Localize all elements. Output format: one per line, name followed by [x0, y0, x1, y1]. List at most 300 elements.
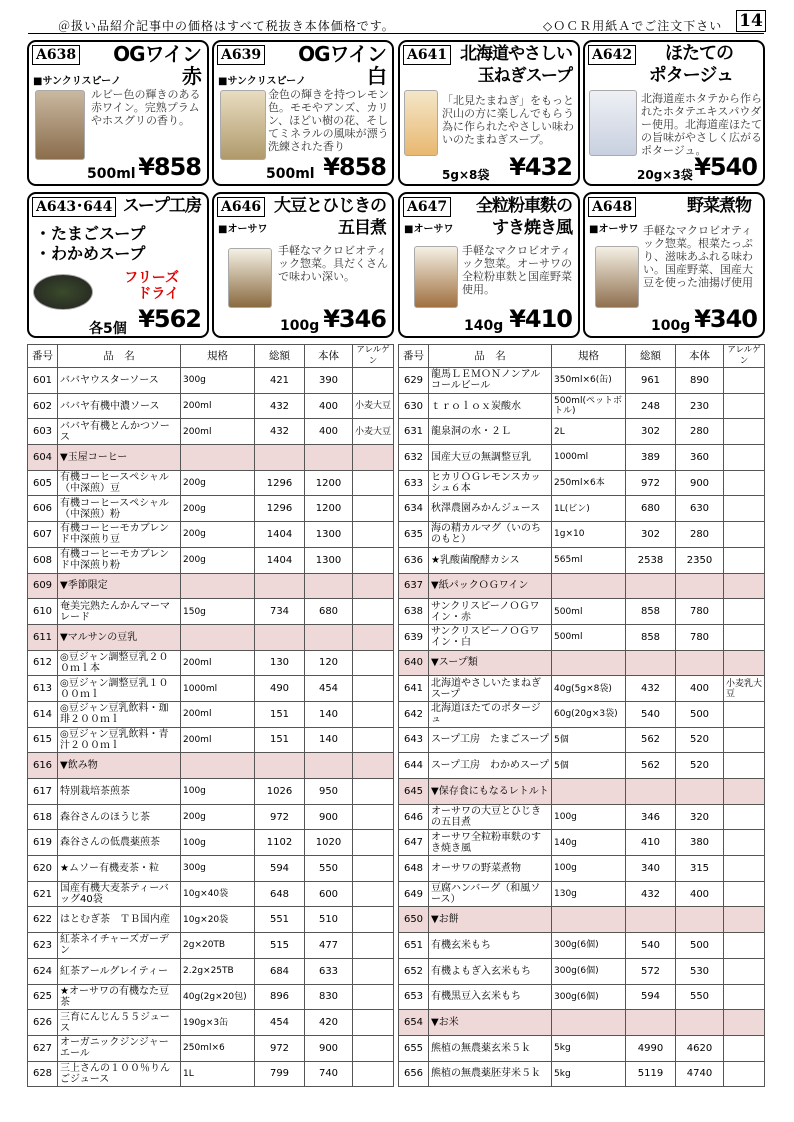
- cell-total: 4990: [626, 1035, 676, 1061]
- cell-spec: 130g: [552, 881, 626, 907]
- table-row: [28, 907, 394, 933]
- table-row: [28, 958, 394, 984]
- col-spec: 規格: [552, 345, 626, 368]
- cell-name: オーサワの野菜煮物: [429, 856, 552, 882]
- cell-no: 612: [28, 650, 58, 676]
- cell-allergen: [353, 599, 394, 625]
- cell-base: 477: [305, 933, 353, 959]
- cell-spec: 60g(20g×3袋): [552, 701, 626, 727]
- cell-total: 594: [255, 856, 305, 882]
- cell-no: 645: [399, 779, 429, 805]
- cell-total: [626, 1010, 676, 1036]
- product-code: A638: [32, 45, 80, 65]
- product-card-a641[interactable]: [398, 40, 580, 186]
- cell-spec: 10g×40袋: [181, 881, 255, 907]
- cell-allergen: [353, 445, 394, 471]
- cell-total: 151: [255, 701, 305, 727]
- cell-name: ◎豆ジャン調整豆乳１０００ｍｌ: [58, 676, 181, 702]
- cell-base: 1200: [305, 496, 353, 522]
- cell-spec: 190g×3缶: [181, 1010, 255, 1036]
- product-card-a642[interactable]: [583, 40, 765, 186]
- cell-spec: 1L(ビン): [552, 496, 626, 522]
- cell-spec: 40g(2g×20包): [181, 984, 255, 1010]
- cell-spec: 200g: [181, 547, 255, 573]
- cell-name: 有機コーヒースペシャル（中深煎）豆: [58, 470, 181, 496]
- cell-base: 390: [305, 368, 353, 394]
- cell-total: [255, 445, 305, 471]
- section-row: [399, 779, 765, 805]
- cell-spec: 1000ml: [181, 676, 255, 702]
- cell-no: 654: [399, 1010, 429, 1036]
- cell-allergen: [724, 881, 765, 907]
- cell-base: 140: [305, 701, 353, 727]
- table-row: [399, 830, 765, 856]
- cell-base: 830: [305, 984, 353, 1010]
- table-row: [399, 419, 765, 445]
- cell-total: 1404: [255, 547, 305, 573]
- product-brand: ■サンクリスピーノ: [33, 76, 121, 87]
- cell-total: 594: [626, 984, 676, 1010]
- cell-allergen: [353, 856, 394, 882]
- cell-name: ヒカリＯＧレモンスカッシュ６本: [429, 470, 552, 496]
- cell-total: 562: [626, 753, 676, 779]
- section-row: [28, 445, 394, 471]
- cell-spec: 565ml: [552, 547, 626, 573]
- cell-name: 秋澤農園みかんジュース: [429, 496, 552, 522]
- cell-allergen: [353, 573, 394, 599]
- cell-name: 有機玄米もち: [429, 933, 552, 959]
- cell-no: 621: [28, 881, 58, 907]
- col-base: 本体: [676, 345, 724, 368]
- cell-allergen: 小麦大豆: [353, 419, 394, 445]
- cell-allergen: [353, 522, 394, 548]
- cell-spec: 200g: [181, 470, 255, 496]
- cell-spec: 100g: [552, 804, 626, 830]
- table-row: [28, 727, 394, 753]
- table-row: [28, 779, 394, 805]
- cell-allergen: [353, 701, 394, 727]
- cell-allergen: [353, 907, 394, 933]
- cell-spec: 100g: [552, 856, 626, 882]
- cell-name: 有機黒豆入玄米もち: [429, 984, 552, 1010]
- cell-base: 890: [676, 368, 724, 394]
- table-row: [28, 470, 394, 496]
- cell-spec: [552, 1010, 626, 1036]
- product-price: ¥346: [323, 305, 386, 333]
- cell-total: 540: [626, 933, 676, 959]
- cell-total: 858: [626, 624, 676, 650]
- cell-name: ▼紙パックＯＧワイン: [429, 573, 552, 599]
- cell-spec: 100g: [181, 830, 255, 856]
- cell-total: [255, 624, 305, 650]
- product-description: 手軽なマクロビオティック惣菜。根菜たっぷり、滋味あふれる味わい。国産野菜、国産大豆を使った油揚げ使用: [643, 224, 753, 289]
- cell-allergen: [724, 804, 765, 830]
- col-allergen: アレルゲン: [724, 345, 765, 368]
- cell-total: 734: [255, 599, 305, 625]
- cell-base: 740: [305, 1061, 353, 1087]
- table-row: [28, 1061, 394, 1087]
- cell-no: 631: [399, 419, 429, 445]
- cell-name: 三育にんじん５５ジュース: [58, 1010, 181, 1036]
- table-row: [399, 933, 765, 959]
- cell-base: 360: [676, 445, 724, 471]
- cell-name: 有機コーヒースペシャル（中深煎）粉: [58, 496, 181, 522]
- table-row: [399, 470, 765, 496]
- product-table-left: [27, 344, 394, 1087]
- cell-no: 635: [399, 522, 429, 548]
- product-card-a638[interactable]: [27, 40, 209, 186]
- cell-spec: [552, 907, 626, 933]
- product-title: 北海道やさしい 玉ねぎスープ: [460, 44, 572, 86]
- cell-no: 650: [399, 907, 429, 933]
- table-row: [399, 984, 765, 1010]
- cell-allergen: 小麦乳大豆: [724, 676, 765, 702]
- cell-total: 972: [255, 1035, 305, 1061]
- cell-base: 380: [676, 830, 724, 856]
- cell-no: 618: [28, 804, 58, 830]
- cell-allergen: [724, 573, 765, 599]
- cell-base: 500: [676, 701, 724, 727]
- section-row: [399, 907, 765, 933]
- product-title: OGワイン 赤: [113, 42, 201, 88]
- table-row: [399, 496, 765, 522]
- cell-name: ▼スープ類: [429, 650, 552, 676]
- cell-name: オーガニックジンジャーエール: [58, 1035, 181, 1061]
- cell-name: サンクリスピーノＯＧワイン・赤: [429, 599, 552, 625]
- product-price: ¥540: [694, 153, 757, 181]
- cell-base: 320: [676, 804, 724, 830]
- cell-no: 601: [28, 368, 58, 394]
- cell-no: 647: [399, 830, 429, 856]
- cell-no: 655: [399, 1035, 429, 1061]
- cell-allergen: [724, 445, 765, 471]
- cell-name: 奄美完熟たんかんマーマレード: [58, 599, 181, 625]
- table-row: [28, 984, 394, 1010]
- cell-spec: 2.2g×25TB: [181, 958, 255, 984]
- section-row: [28, 624, 394, 650]
- cell-name: 紅茶ネイチャーズガーデン: [58, 933, 181, 959]
- cell-allergen: [353, 624, 394, 650]
- product-code: A648: [588, 197, 636, 217]
- table-row: [399, 368, 765, 394]
- cell-name: 森谷さんの低農薬煎茶: [58, 830, 181, 856]
- soup-bowl-image: [33, 274, 93, 310]
- cell-allergen: [724, 984, 765, 1010]
- cell-allergen: [724, 650, 765, 676]
- table-row: [28, 599, 394, 625]
- product-brand: ■オーサワ: [404, 224, 454, 235]
- cell-base: 280: [676, 522, 724, 548]
- cell-spec: [181, 573, 255, 599]
- cell-no: 649: [399, 881, 429, 907]
- section-row: [28, 573, 394, 599]
- cell-name: 有機よもぎ入玄米もち: [429, 958, 552, 984]
- cell-base: 530: [676, 958, 724, 984]
- table-row: [28, 1035, 394, 1061]
- table-row: [399, 676, 765, 702]
- order-notice: ◇ＯＣＲ用紙Ａでご注文下さい: [543, 19, 723, 33]
- table-row: [28, 830, 394, 856]
- col-no: 番号: [28, 345, 58, 368]
- cell-allergen: [353, 830, 394, 856]
- cell-total: 302: [626, 522, 676, 548]
- wine-white-package-image: [220, 90, 266, 160]
- cell-name: 紅茶アールグレイティー: [58, 958, 181, 984]
- product-price: ¥340: [694, 305, 757, 333]
- product-quantity: 20g×3袋: [637, 168, 693, 182]
- table-row: [399, 599, 765, 625]
- cell-total: 432: [626, 676, 676, 702]
- wine-red-package-image: [35, 90, 85, 160]
- cell-name: ババヤウスターソース: [58, 368, 181, 394]
- product-card-a646[interactable]: [212, 192, 394, 338]
- cell-spec: 10g×20袋: [181, 907, 255, 933]
- cell-name: 有機コーヒーモカブレンド中深煎り豆: [58, 522, 181, 548]
- cell-name: 特別栽培茶煎茶: [58, 779, 181, 805]
- cell-no: 653: [399, 984, 429, 1010]
- cell-total: 551: [255, 907, 305, 933]
- product-title: ほたての ポタージュ: [648, 43, 733, 86]
- table-row: [28, 1010, 394, 1036]
- cell-name: ▼マルサンの豆乳: [58, 624, 181, 650]
- product-card-a643-644[interactable]: [27, 192, 209, 338]
- cell-spec: 250ml×6: [181, 1035, 255, 1061]
- cell-name: ババヤ有機中濃ソース: [58, 393, 181, 419]
- cell-no: 615: [28, 727, 58, 753]
- cell-spec: 200ml: [181, 701, 255, 727]
- product-price: ¥858: [138, 153, 201, 181]
- cell-base: [676, 779, 724, 805]
- cell-spec: 5kg: [552, 1061, 626, 1087]
- cell-no: 626: [28, 1010, 58, 1036]
- table-row: [28, 496, 394, 522]
- product-title: スープ工房: [122, 196, 201, 216]
- cell-no: 630: [399, 393, 429, 419]
- table-row: [28, 933, 394, 959]
- product-card-a639[interactable]: [212, 40, 394, 186]
- cell-allergen: [353, 1010, 394, 1036]
- cell-no: 620: [28, 856, 58, 882]
- cell-spec: 350ml×6(缶): [552, 368, 626, 394]
- cell-spec: [552, 650, 626, 676]
- cell-allergen: [353, 650, 394, 676]
- cell-spec: 140g: [552, 830, 626, 856]
- product-card-a647[interactable]: [398, 192, 580, 338]
- cell-spec: [181, 624, 255, 650]
- cell-allergen: [724, 1061, 765, 1087]
- cell-base: 400: [676, 676, 724, 702]
- cell-allergen: [724, 779, 765, 805]
- cell-spec: 200ml: [181, 650, 255, 676]
- product-quantity: 各5個: [89, 321, 127, 337]
- product-quantity: 5g×8袋: [442, 168, 490, 182]
- table-row: [28, 368, 394, 394]
- cell-allergen: [724, 547, 765, 573]
- cell-no: 640: [399, 650, 429, 676]
- cell-no: 603: [28, 419, 58, 445]
- product-price: ¥562: [138, 305, 201, 333]
- product-card-a648[interactable]: [583, 192, 765, 338]
- cell-no: 646: [399, 804, 429, 830]
- product-quantity: 140g: [464, 318, 504, 334]
- cell-no: 632: [399, 445, 429, 471]
- col-allergen: アレルゲン: [353, 345, 394, 368]
- cell-allergen: [353, 933, 394, 959]
- cell-total: 515: [255, 933, 305, 959]
- cell-spec: [181, 445, 255, 471]
- cell-allergen: [724, 1035, 765, 1061]
- cell-total: 972: [255, 804, 305, 830]
- cell-no: 642: [399, 701, 429, 727]
- cell-name: 豆腐ハンバーグ（和風ソース）: [429, 881, 552, 907]
- cell-spec: 150g: [181, 599, 255, 625]
- cell-total: 562: [626, 727, 676, 753]
- cell-no: 643: [399, 727, 429, 753]
- cell-spec: 500ml(ペットボトル): [552, 393, 626, 419]
- cell-base: [676, 907, 724, 933]
- product-code: A646: [217, 197, 265, 217]
- cell-spec: 200g: [181, 496, 255, 522]
- cell-name: ▼お米: [429, 1010, 552, 1036]
- cell-total: 540: [626, 701, 676, 727]
- cell-no: 607: [28, 522, 58, 548]
- cell-base: 633: [305, 958, 353, 984]
- cell-base: 315: [676, 856, 724, 882]
- cell-allergen: [353, 676, 394, 702]
- table-row: [28, 522, 394, 548]
- cell-spec: 500ml: [552, 624, 626, 650]
- table-header-row: [399, 345, 765, 368]
- cell-name: 三上さんの１００％りんごジュース: [58, 1061, 181, 1087]
- section-row: [28, 753, 394, 779]
- cell-name: ★オーサワの有機なた豆茶: [58, 984, 181, 1010]
- cell-spec: 2L: [552, 419, 626, 445]
- cell-allergen: [724, 393, 765, 419]
- page-header: [28, 11, 764, 34]
- price-notice: ＠扱い品紹介記事中の価格はすべて税抜き本体価格です。: [58, 19, 395, 33]
- col-spec: 規格: [181, 345, 255, 368]
- cell-allergen: [724, 753, 765, 779]
- product-code: A642: [588, 45, 636, 65]
- cell-name: ◎豆ジャン豆乳飲料・青汁２００ｍｌ: [58, 727, 181, 753]
- cell-base: 630: [676, 496, 724, 522]
- cell-total: 961: [626, 368, 676, 394]
- cell-no: 611: [28, 624, 58, 650]
- product-description: 手軽なマクロビオティック惣菜。具だくさんで味わい深い。: [278, 244, 388, 283]
- cell-name: はとむぎ茶 ＴＢ国内産: [58, 907, 181, 933]
- cell-spec: 2g×20TB: [181, 933, 255, 959]
- cell-base: 900: [305, 804, 353, 830]
- cell-name: ★ムソー有機麦茶・粒: [58, 856, 181, 882]
- table-row: [399, 445, 765, 471]
- cell-allergen: [724, 856, 765, 882]
- cell-base: 900: [676, 470, 724, 496]
- cell-total: 432: [626, 881, 676, 907]
- cell-total: 248: [626, 393, 676, 419]
- cell-no: 656: [399, 1061, 429, 1087]
- cell-total: 1026: [255, 779, 305, 805]
- cell-no: 609: [28, 573, 58, 599]
- product-code: A641: [403, 45, 451, 65]
- cell-no: 619: [28, 830, 58, 856]
- cell-base: 550: [676, 984, 724, 1010]
- product-code: A639: [217, 45, 265, 65]
- cell-name: ▼保存食にもなるレトルト: [429, 779, 552, 805]
- product-brand: ■サンクリスピーノ: [218, 76, 306, 87]
- cell-spec: 200g: [181, 804, 255, 830]
- cell-name: 熊植の無農薬胚芽米５ｋ: [429, 1061, 552, 1087]
- cell-total: 302: [626, 419, 676, 445]
- cell-total: 648: [255, 881, 305, 907]
- cell-allergen: [724, 933, 765, 959]
- page-number: 14: [736, 10, 766, 32]
- cell-no: 613: [28, 676, 58, 702]
- cell-no: 624: [28, 958, 58, 984]
- cell-name: 国産有機大麦茶ティーバッグ40袋: [58, 881, 181, 907]
- cell-allergen: [353, 804, 394, 830]
- cell-total: 572: [626, 958, 676, 984]
- cell-base: 400: [676, 881, 724, 907]
- cell-base: 1020: [305, 830, 353, 856]
- cell-base: 230: [676, 393, 724, 419]
- cell-name: 北海道ほたてのポタージュ: [429, 701, 552, 727]
- cell-total: 340: [626, 856, 676, 882]
- cell-total: 680: [626, 496, 676, 522]
- cell-spec: 500ml: [552, 599, 626, 625]
- cell-total: 972: [626, 470, 676, 496]
- cell-no: 623: [28, 933, 58, 959]
- cell-total: 1296: [255, 496, 305, 522]
- table-row: [28, 419, 394, 445]
- product-title: OGワイン 白: [298, 42, 386, 88]
- cell-no: 636: [399, 547, 429, 573]
- cell-name: ▼玉屋コーヒー: [58, 445, 181, 471]
- cell-base: 600: [305, 881, 353, 907]
- cell-total: 432: [255, 419, 305, 445]
- cell-total: [626, 907, 676, 933]
- cell-allergen: [724, 522, 765, 548]
- product-quantity: 100g: [280, 318, 320, 334]
- cell-no: 629: [399, 368, 429, 394]
- cell-spec: 5個: [552, 753, 626, 779]
- cell-total: 490: [255, 676, 305, 702]
- cell-allergen: [724, 1010, 765, 1036]
- cell-base: [676, 573, 724, 599]
- table-row: [399, 393, 765, 419]
- cell-base: [305, 573, 353, 599]
- table-row: [28, 393, 394, 419]
- cell-name: ババヤ有機とんかつソース: [58, 419, 181, 445]
- cell-total: 799: [255, 1061, 305, 1087]
- table-row: [399, 804, 765, 830]
- product-description: 金色の輝きを持つレモン色。モモやアンズ、カリン、ほどい樹の花、そしてミネラルの風味が漂う洗練された香り: [268, 88, 389, 153]
- cell-allergen: [724, 958, 765, 984]
- vegetable-nimono-package-image: [595, 246, 639, 308]
- cell-spec: 300g(6個): [552, 933, 626, 959]
- cell-no: 610: [28, 599, 58, 625]
- table-row: [399, 547, 765, 573]
- cell-spec: 200g: [181, 522, 255, 548]
- table-row: [28, 701, 394, 727]
- cell-no: 637: [399, 573, 429, 599]
- freeze-dry-tag: フリーズ ドライ: [124, 270, 179, 302]
- cell-no: 648: [399, 856, 429, 882]
- cell-no: 602: [28, 393, 58, 419]
- table-header-row: [28, 345, 394, 368]
- cell-allergen: [353, 1061, 394, 1087]
- cell-allergen: [353, 368, 394, 394]
- cell-total: 1102: [255, 830, 305, 856]
